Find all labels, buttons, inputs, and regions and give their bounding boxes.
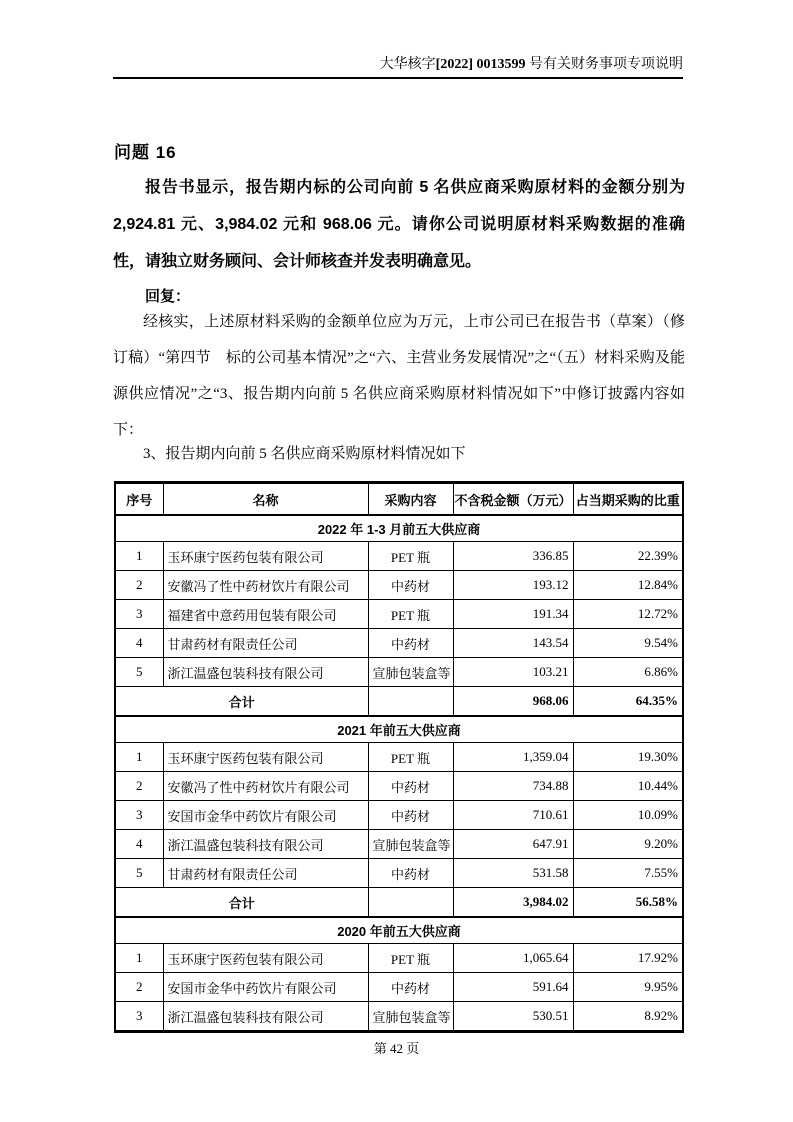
table-body [115, 515, 683, 1032]
table-row [115, 973, 683, 1002]
table-row [115, 830, 683, 859]
table-cell: 10.09% [573, 801, 683, 830]
header-note-prefix: 大华核字 [379, 57, 436, 72]
table-cell: 19.30% [573, 743, 683, 772]
table-cell: 968.06 [453, 687, 573, 717]
table-intro: 3、报告期内向前 5 名供应商采购原材料情况如下 [143, 446, 466, 462]
table-cell: 宣肺包装盒等 [368, 830, 453, 859]
table-cell: 591.64 [453, 973, 573, 1002]
table-cell: 中药材 [368, 859, 453, 888]
table-row [115, 542, 683, 571]
table-row [115, 1002, 683, 1032]
table-cell: 中药材 [368, 571, 453, 600]
table-cell: 2 [115, 571, 163, 600]
table-cell: 浙江温盛包装科技有限公司 [163, 830, 368, 859]
table-cell: 4 [115, 830, 163, 859]
header-note-number: [2022] 0013599 [435, 57, 526, 72]
table-row [115, 600, 683, 629]
section-header-row [115, 917, 683, 944]
table-cell: 玉环康宁医药包装有限公司 [163, 944, 368, 973]
col-header-content: 采购内容 [368, 483, 453, 516]
table-cell: 17.92% [573, 944, 683, 973]
table-cell: 1,065.64 [453, 944, 573, 973]
table-cell: 143.54 [453, 629, 573, 658]
table-cell: 710.61 [453, 801, 573, 830]
col-header-ratio: 占当期采购的比重 [573, 483, 683, 516]
table-row [115, 859, 683, 888]
table-cell: 12.72% [573, 600, 683, 629]
table-cell: 2 [115, 973, 163, 1002]
table-cell: 中药材 [368, 973, 453, 1002]
table-cell: 3 [115, 1002, 163, 1032]
table-cell: 9.95% [573, 973, 683, 1002]
table-cell: 宣肺包装盒等 [368, 658, 453, 687]
table-cell: 1 [115, 743, 163, 772]
table-cell: 甘肃药材有限责任公司 [163, 629, 368, 658]
table-cell: 浙江温盛包装科技有限公司 [163, 1002, 368, 1032]
table-cell: PET 瓶 [368, 743, 453, 772]
question-paragraph: 报告书显示，报告期内标的公司向前 5 名供应商采购原材料的金额分别为 2,924.81 元、3,984.02 元和 968.06 元。请你公司说明原材料采购数据的准确性，请独立财务顾问、会计师核查并发表明确意见。 [113, 179, 685, 270]
reply-label: 回复： [145, 288, 191, 305]
table-cell: 福建省中意药用包装有限公司 [163, 600, 368, 629]
header-note-suffix: 号有关财务事项专项说明 [525, 57, 683, 72]
table-row [115, 944, 683, 973]
table-cell: 安徽冯了性中药材饮片有限公司 [163, 571, 368, 600]
table-cell: 7.55% [573, 859, 683, 888]
table-cell: 530.51 [453, 1002, 573, 1032]
table-cell: 安徽冯了性中药材饮片有限公司 [163, 772, 368, 801]
table-row [115, 743, 683, 772]
table-cell: 安国市金华中药饮片有限公司 [163, 801, 368, 830]
table-row [115, 629, 683, 658]
table-cell: 5 [115, 859, 163, 888]
table-cell: 中药材 [368, 801, 453, 830]
suppliers-table-wrap [114, 481, 684, 1033]
table-cell: PET 瓶 [368, 944, 453, 973]
table-cell: 734.88 [453, 772, 573, 801]
table-cell: 1 [115, 944, 163, 973]
section-title: 2021 年前五大供应商 [115, 716, 683, 743]
table-cell: 1 [115, 542, 163, 571]
table-cell: 3 [115, 801, 163, 830]
running-header [113, 55, 683, 79]
table-cell: 玉环康宁医药包装有限公司 [163, 542, 368, 571]
table-cell: 4 [115, 629, 163, 658]
table-cell: 10.44% [573, 772, 683, 801]
table-cell: 56.58% [573, 888, 683, 918]
table-row [115, 571, 683, 600]
total-row [115, 888, 683, 918]
table-cell: 531.58 [453, 859, 573, 888]
table-cell: 193.12 [453, 571, 573, 600]
reply-paragraph: 经核实，上述原材料采购的金额单位应为万元，上市公司已在报告书（草案）（修订稿）“第四节 标的公司基本情况”之“六、主营业务发展情况”之“（五）材料采购及能源供应情况”之“3、报告期内向前 5 名供应商采购原材料情况如下”中修订披露内容如下： [113, 314, 685, 438]
table-cell: 9.20% [573, 830, 683, 859]
table-row [115, 801, 683, 830]
table-cell: 336.85 [453, 542, 573, 571]
table-cell: 5 [115, 658, 163, 687]
table-cell: 浙江温盛包装科技有限公司 [163, 658, 368, 687]
table-cell [368, 888, 453, 918]
table-cell: 191.34 [453, 600, 573, 629]
table-cell: 22.39% [573, 542, 683, 571]
table-cell: 2 [115, 772, 163, 801]
total-label: 合计 [115, 888, 368, 918]
table-cell: 1,359.04 [453, 743, 573, 772]
col-header-name: 名称 [163, 483, 368, 516]
table-cell: 103.21 [453, 658, 573, 687]
table-cell: 宣肺包装盒等 [368, 1002, 453, 1032]
table-cell: 安国市金华中药饮片有限公司 [163, 973, 368, 1002]
table-row [115, 658, 683, 687]
table-cell: 8.92% [573, 1002, 683, 1032]
table-cell: 3 [115, 600, 163, 629]
table-cell: 6.86% [573, 658, 683, 687]
table-cell: 12.84% [573, 571, 683, 600]
table-cell: PET 瓶 [368, 600, 453, 629]
table-cell: 甘肃药材有限责任公司 [163, 859, 368, 888]
table-cell: 9.54% [573, 629, 683, 658]
table-cell: 玉环康宁医药包装有限公司 [163, 743, 368, 772]
section-header-row [115, 716, 683, 743]
table-cell: 中药材 [368, 772, 453, 801]
section-header-row [115, 515, 683, 542]
table-cell: 中药材 [368, 629, 453, 658]
section-title: 2022 年 1-3 月前五大供应商 [115, 515, 683, 542]
total-label: 合计 [115, 687, 368, 717]
table-header-row [115, 483, 683, 516]
table-row [115, 772, 683, 801]
total-row [115, 687, 683, 717]
table-cell: PET 瓶 [368, 542, 453, 571]
suppliers-table [114, 481, 684, 1033]
col-header-amount: 不含税金额（万元） [453, 483, 573, 516]
question-title: 问题 16 [114, 143, 177, 162]
table-cell: 3,984.02 [453, 888, 573, 918]
section-title: 2020 年前五大供应商 [115, 917, 683, 944]
table-cell: 64.35% [573, 687, 683, 717]
table-cell [368, 687, 453, 717]
table-cell: 647.91 [453, 830, 573, 859]
col-header-index: 序号 [115, 483, 163, 516]
page-number: 第 42 页 [373, 1041, 420, 1056]
